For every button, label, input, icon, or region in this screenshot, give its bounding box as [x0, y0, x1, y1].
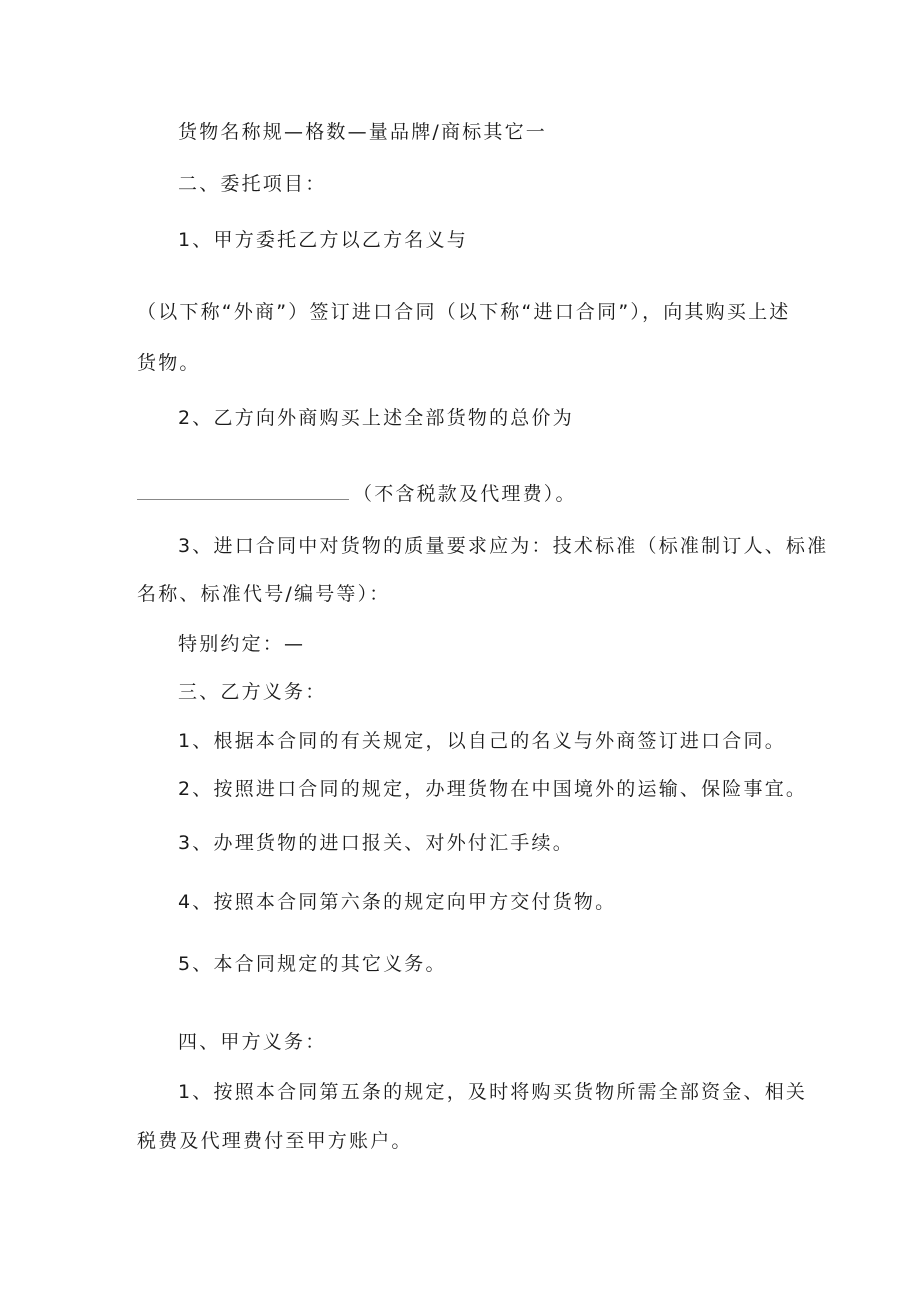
clause-2-3-line-2: 名称、标准代号/编号等）：: [137, 583, 391, 605]
clause-3-5: 5、本合同规定的其它义务。: [178, 953, 447, 975]
clause-3-2: 2、按照进口合同的规定，办理货物在中国境外的运输、保险事宜。: [178, 778, 808, 800]
clause-2-2-line-2: [137, 482, 577, 506]
clause-4-1-line-1: 1、按照本合同第五条的规定，及时将购买货物所需全部资金、相关: [178, 1081, 808, 1103]
clause-3-1: 1、根据本合同的有关规定，以自己的名义与外商签订进口合同。: [178, 730, 786, 752]
clause-3-3: 3、办理货物的进口报关、对外付汇手续。: [178, 832, 574, 854]
section-2-heading: 二、委托项目：: [178, 173, 327, 195]
clause-2-1-line-2: （以下称“外商”）签订进口合同（以下称“进口合同”），向其购买上述: [137, 301, 791, 323]
clause-2-1-line-3: 货物。: [137, 352, 201, 374]
clause-2-1-line-1: 1、甲方委托乙方以乙方名义与: [178, 229, 468, 251]
clause-3-4: 4、按照本合同第六条的规定向甲方交付货物。: [178, 891, 617, 913]
clause-2-2-line-1: 2、乙方向外商购买上述全部货物的总价为: [178, 407, 574, 429]
section-4-heading: 四、甲方义务：: [178, 1031, 327, 1053]
clause-2-2-suffix: （不含税款及代理费）。: [353, 483, 577, 505]
fill-in-blank: [137, 485, 349, 500]
clause-4-1-line-2: 税费及代理费付至甲方账户。: [137, 1130, 413, 1152]
clause-2-3-line-1: 3、进口合同中对货物的质量要求应为：技术标准（标准制订人、标准: [178, 535, 829, 557]
goods-spec-header: 货物名称规—格数—量品牌/商标其它一: [178, 121, 548, 143]
special-agreement: 特别约定：—: [178, 633, 306, 655]
section-3-heading: 三、乙方义务：: [178, 681, 327, 703]
